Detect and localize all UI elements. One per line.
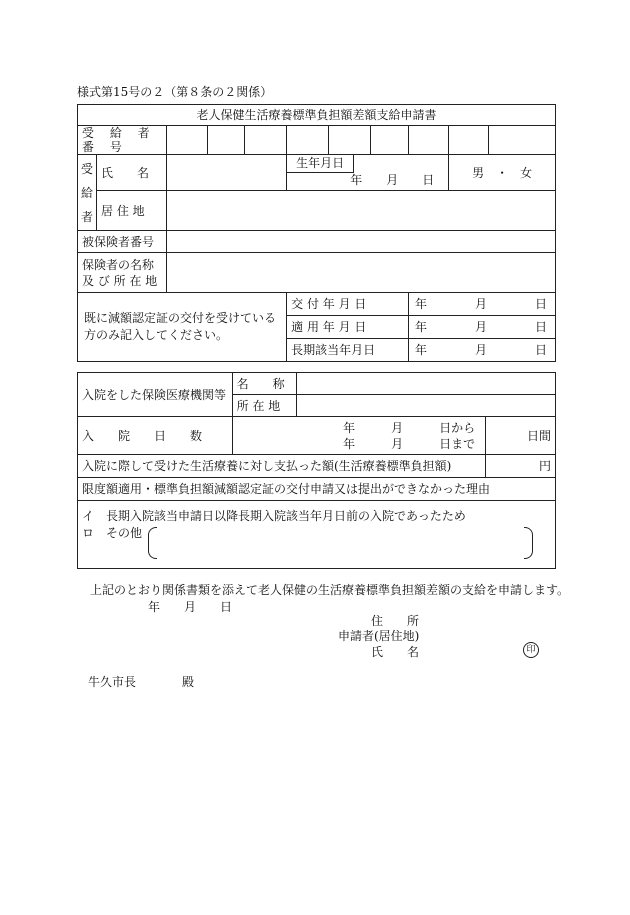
insured-number-label: 被保険者番号 [78, 231, 167, 253]
recipient-number-digit-2[interactable] [207, 126, 245, 155]
recipient-number-digit-1[interactable] [166, 126, 207, 155]
certificate-note: 既に減額認定証の交付を受けている方のみ記入してください。 [78, 293, 287, 362]
applicant-name-label: 氏 名 [371, 645, 420, 659]
form-number: 様式第15号の２（第８条の２関係） [77, 85, 273, 99]
address-label: 居 住 地 [97, 191, 167, 231]
admission-to-date: 年 月 日まで [343, 436, 476, 451]
gender-options[interactable]: 男 ・ 女 [449, 155, 556, 191]
reason-option-i[interactable]: イ 長期入院該当申請日以降長期入院該当年月日前の入院であったため [82, 509, 466, 523]
address-field[interactable] [166, 191, 555, 231]
dob-field[interactable] [287, 155, 449, 191]
days-label: 入 院 日 数 [78, 417, 233, 455]
declaration-text: 上記のとおり関係書類を添えて老人保健の生活療養標準負担額差額の支給を申請します。 [90, 583, 570, 597]
application-date[interactable]: 年 月 日 [148, 600, 233, 614]
recipient-number-digit-4[interactable] [287, 126, 329, 155]
admission-from-date: 年 月 日から [343, 420, 476, 435]
insurer-label [78, 253, 167, 293]
hospital-address-field[interactable] [296, 395, 555, 417]
paid-amount-label: 入院に際して受けた生活療養に対し支払った額(生活療養標準負担額) [78, 455, 486, 478]
reason-label: 限度額適用・標準負担額減額認定証の交付申請又は提出ができなかった理由 [78, 478, 556, 501]
form-title: 老人保健生活療養標準負担額差額支給申請書 [78, 105, 556, 126]
apply-date-label: 適 用 年 月 日 [287, 316, 409, 339]
hospital-table [77, 372, 556, 569]
hospital-address-label: 所 在 地 [232, 395, 296, 417]
reason-option-ro[interactable]: ロ その他 [82, 526, 143, 540]
recipient-number-digit-6[interactable] [370, 126, 409, 155]
dob-date: 年 月 日 [350, 173, 435, 187]
recipient-number-digit-5[interactable] [328, 126, 370, 155]
institution-label: 入院をした保険医療機関等 [78, 373, 233, 417]
addressee: 牛久市長 [88, 675, 137, 689]
applicant-label: 申請者(居住地) [338, 629, 420, 643]
applicant-address-label: 住 所 [371, 614, 420, 628]
long-term-date-field[interactable]: 年 月 日 [409, 339, 556, 362]
recipient-number-digit-7[interactable] [409, 126, 449, 155]
insurer-field[interactable] [166, 253, 555, 293]
reason-field[interactable] [78, 501, 556, 569]
issue-date-field[interactable]: 年 月 日 [409, 293, 556, 316]
applicant-table [77, 104, 556, 362]
yen-unit: 円 [538, 459, 551, 473]
recipient-number-digit-3[interactable] [245, 126, 287, 155]
dob-label: 生年月日 [287, 155, 354, 173]
recipient-section-label: 受 給 者 [78, 155, 97, 231]
insurer-label-line2: 及 び 所 在 地 [82, 273, 158, 288]
name-label: 氏 名 [97, 155, 167, 191]
recipient-number-blank [489, 126, 556, 155]
insurer-label-line1: 保険者の名称 [82, 257, 155, 272]
apply-date-field[interactable]: 年 月 日 [409, 316, 556, 339]
recipient-number-digit-8[interactable] [449, 126, 489, 155]
other-reason-bracket-left [148, 527, 157, 559]
recipient-number-label: 受 給 者 番 号 [78, 126, 167, 155]
hospital-name-label: 名 称 [232, 373, 296, 395]
issue-date-label: 交 付 年 月 日 [287, 293, 409, 316]
other-reason-bracket-right [524, 527, 533, 559]
honorific: 殿 [182, 675, 195, 689]
hospital-name-field[interactable] [296, 373, 555, 395]
seal-icon: 印 [523, 642, 539, 658]
insured-number-field[interactable] [166, 231, 555, 253]
long-term-date-label: 長期該当年月日 [287, 339, 409, 362]
days-count-field[interactable] [486, 417, 556, 455]
name-field[interactable] [166, 155, 286, 191]
admission-period-field[interactable] [232, 417, 485, 455]
paid-amount-field[interactable] [486, 455, 556, 478]
days-unit: 日間 [526, 428, 551, 443]
